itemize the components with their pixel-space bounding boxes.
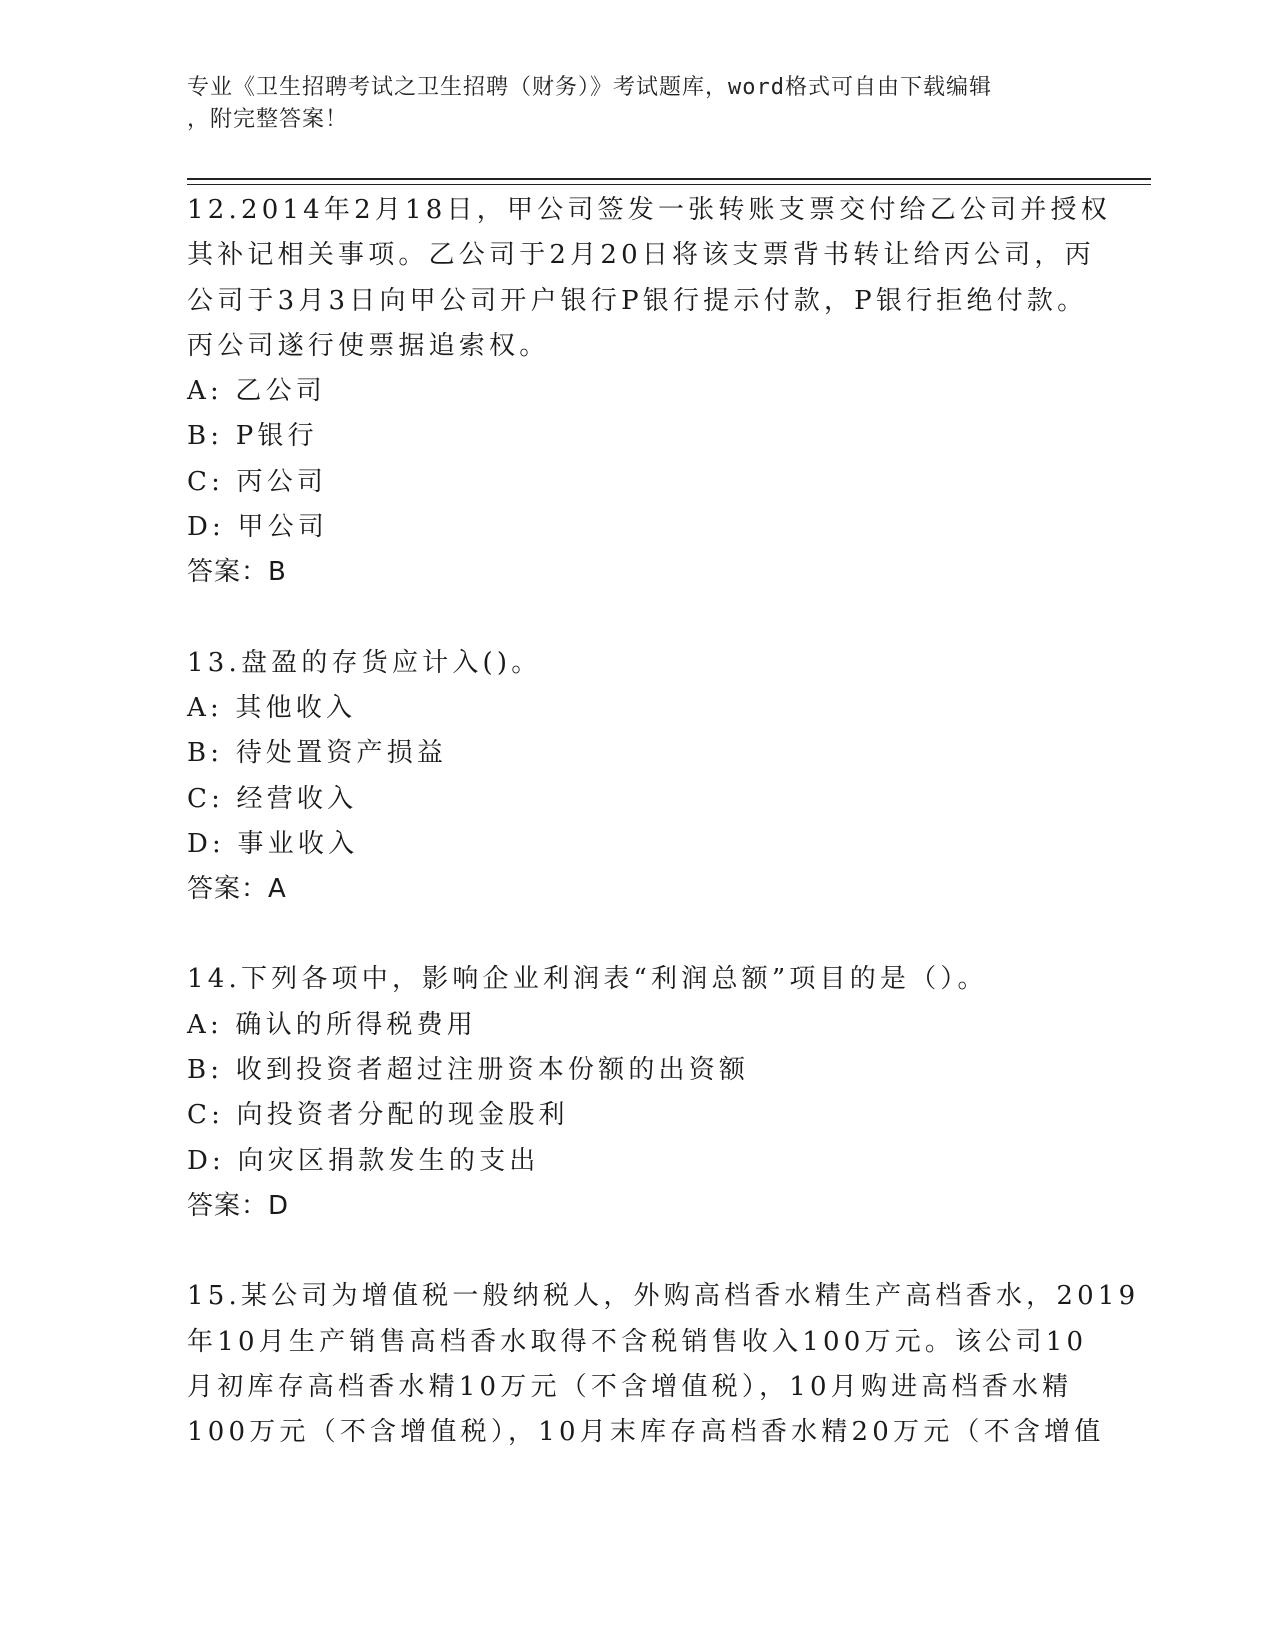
header-divider-thick (187, 178, 1151, 180)
question-stem-line: 13.盘盈的存货应计入()。 (187, 647, 542, 678)
option-c: C: 向投资者分配的现金股利 (187, 1100, 569, 1131)
option-a: A: 乙公司 (187, 376, 327, 407)
option-b: B: P银行 (187, 421, 318, 452)
question-stem-line: 其补记相关事项。乙公司于2月20日将该支票背书转让给丙公司，丙 (187, 240, 1095, 271)
option-a: A: 其他收入 (187, 692, 357, 723)
question-stem-line: 12.2014年2月18日，甲公司签发一张转账支票交付给乙公司并授权 (187, 195, 1111, 225)
question-15 (187, 1274, 1140, 1455)
question-stem-line: 14.下列各项中，影响企业利润表“利润总额”项目的是（）。 (187, 964, 988, 995)
questions-list (187, 188, 1140, 1500)
question-stem-line: 公司于3月3日向甲公司开户银行P银行提示付款，P银行拒绝付款。 (187, 285, 1088, 316)
question-14 (187, 957, 1087, 1229)
header-divider-thin (187, 184, 1151, 185)
question-13 (187, 641, 1087, 913)
answer-line: 答案：D (187, 1190, 290, 1221)
question-stem-line: 15.某公司为增值税一般纳税人，外购高档香水精生产高档香水，2019 (187, 1281, 1140, 1312)
option-c: C: 丙公司 (187, 466, 328, 497)
question-12 (187, 188, 1111, 596)
option-b: B: 待处置资产损益 (187, 738, 448, 769)
option-d: D: 甲公司 (187, 512, 329, 543)
question-stem-line: 丙公司遂行使票据追索权。 (187, 330, 550, 361)
option-d: D: 向灾区捐款发生的支出 (187, 1145, 540, 1176)
header-line-1: 专业《卫生招聘考试之卫生招聘（财务）》考试题库，word格式可自由下载编辑 (187, 75, 992, 100)
question-stem-line: 100万元（不含增值税），10月末库存高档香水精20万元（不含增值 (187, 1417, 1105, 1448)
question-stem-line: 月初库存高档香水精10万元（不含增值税），10月购进高档香水精 (187, 1371, 1073, 1402)
answer-line: 答案：B (187, 557, 287, 588)
document-header (187, 72, 1067, 136)
question-stem-line: 年10月生产销售高档香水取得不含税销售收入100万元。该公司10 (187, 1326, 1088, 1357)
answer-line: 答案：A (187, 874, 287, 905)
header-line-2: ，附完整答案！ (187, 107, 349, 132)
option-b: B: 收到投资者超过注册资本份额的出资额 (187, 1055, 750, 1086)
option-d: D: 事业收入 (187, 828, 359, 859)
option-a: A: 确认的所得税费用 (187, 1009, 478, 1040)
option-c: C: 经营收入 (187, 783, 358, 814)
